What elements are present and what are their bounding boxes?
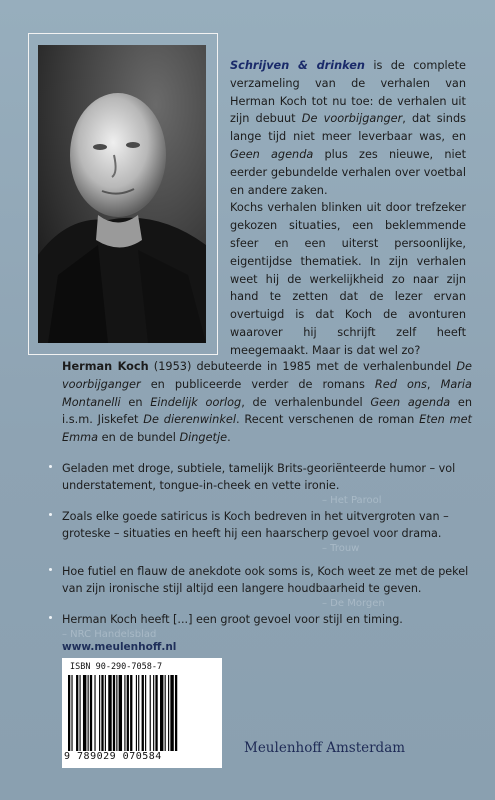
barcode-stripe (138, 675, 139, 751)
barcode-stripe (71, 675, 72, 751)
barcode-stripe (150, 675, 151, 751)
barcode-stripe (101, 675, 103, 751)
barcode-stripe (76, 675, 78, 751)
barcode-stripe (160, 675, 163, 751)
review-source: – Het Parool (322, 495, 382, 506)
publisher-name: Meulenhoff Amsterdam (244, 740, 406, 756)
review-quote: Herman Koch heeft [...] een groot gevoel voor stijl en timing. – NRC Handelsblad (62, 611, 472, 641)
barcode-stripe (88, 675, 89, 751)
bullet-icon (49, 616, 52, 619)
blurb-paragraph-2: Kochs verhalen blinken uit door trefzeker gekozen situaties, een beklemmende sfeer en een uiterst persoonlijke, eigentijdse thematiek. In zijn verhalen weet hij de werkelijkheid zo naar zijn hand te zetten dat de lezer ervan overtuigd is dat Koch de avonturen waarover hij schrijft zelf heeft meegemaakt. Maar is dat wel zo? (230, 201, 466, 357)
barcode-stripe (119, 675, 122, 751)
review-quotes (62, 460, 472, 641)
barcode (62, 658, 222, 768)
barcode-stripe (68, 675, 70, 751)
barcode-stripe (83, 675, 86, 751)
barcode-stripe (127, 675, 129, 751)
isbn-label: ISBN 90-290-7058-7 (70, 662, 163, 672)
barcode-stripe (142, 675, 144, 751)
bullet-icon (49, 513, 52, 516)
barcode-stripe (155, 675, 157, 751)
barcode-stripe (90, 675, 92, 751)
barcode-stripe (94, 675, 95, 751)
barcode-digits: 9 789029 070584 (64, 751, 162, 762)
review-quote: Hoe futiel en flauw de anekdote ook soms is, Koch weet ze met de pekel van zijn ironische stijl altijd een langere houdbaarheid te geven. – De Morgen (62, 563, 472, 610)
barcode-stripe (145, 675, 146, 751)
review-quote: Zoals elke goede satiricus is Koch bedreven in het uitvergroten van – groteske – situaties en heeft hij een haarscherp gevoel voor drama. – Trouw (62, 508, 472, 555)
author-name: Herman Koch (62, 360, 149, 373)
barcode-stripe (136, 675, 137, 751)
author-bio: Herman Koch (1953) debuteerde in 1985 met de verhalenbundel De voorbijganger en publiceerde verder de romans Red ons, Maria Montanelli en Eindelijk oorlog, de verhalenbundel Geen agenda en i.s.m. Jiskefet De dierenwinkel. Recent verschenen de roman Eten met Emma en de bundel Dingetje. (62, 360, 473, 445)
blurb-paragraph-1: Schrijven & drinken is de complete verzameling van de verhalen van Herman Koch tot nu toe: de verhalen uit zijn debuut De voorbijganger, dat sinds lange tijd niet meer leverbaar was, en Geen agenda plus zes nieuwe, niet eerder gebundelde verhalen over voetbal en andere zaken. (230, 59, 466, 197)
bullet-icon (49, 465, 52, 468)
barcode-stripe (175, 675, 177, 751)
review-source: – De Morgen (322, 598, 385, 609)
review-quote: Geladen met droge, subtiele, tamelijk Brits-georiënteerde humor – vol understatement, tongue-in-cheek en vette ironie. – Het Parool (62, 460, 472, 507)
barcode-stripe (168, 675, 169, 751)
author-photo (38, 45, 206, 343)
barcode-stripe (80, 675, 81, 751)
barcode-stripe (113, 675, 115, 751)
publisher-website: www.meulenhoff.nl (62, 641, 177, 653)
barcode-stripe (105, 675, 106, 751)
barcode-bars (68, 675, 216, 751)
barcode-stripe (116, 675, 117, 751)
blurb-text (230, 57, 466, 360)
book-title: Schrijven & drinken (230, 59, 365, 72)
barcode-stripe (124, 675, 125, 751)
barcode-stripe (170, 675, 173, 751)
barcode-stripe (108, 675, 111, 751)
bullet-icon (49, 568, 52, 571)
barcode-stripe (130, 675, 132, 751)
barcode-stripe (165, 675, 166, 751)
review-source: – NRC Handelsblad (62, 629, 157, 640)
barcode-stripe (153, 675, 154, 751)
barcode-stripe (99, 675, 100, 751)
review-source: – Trouw (322, 543, 360, 554)
